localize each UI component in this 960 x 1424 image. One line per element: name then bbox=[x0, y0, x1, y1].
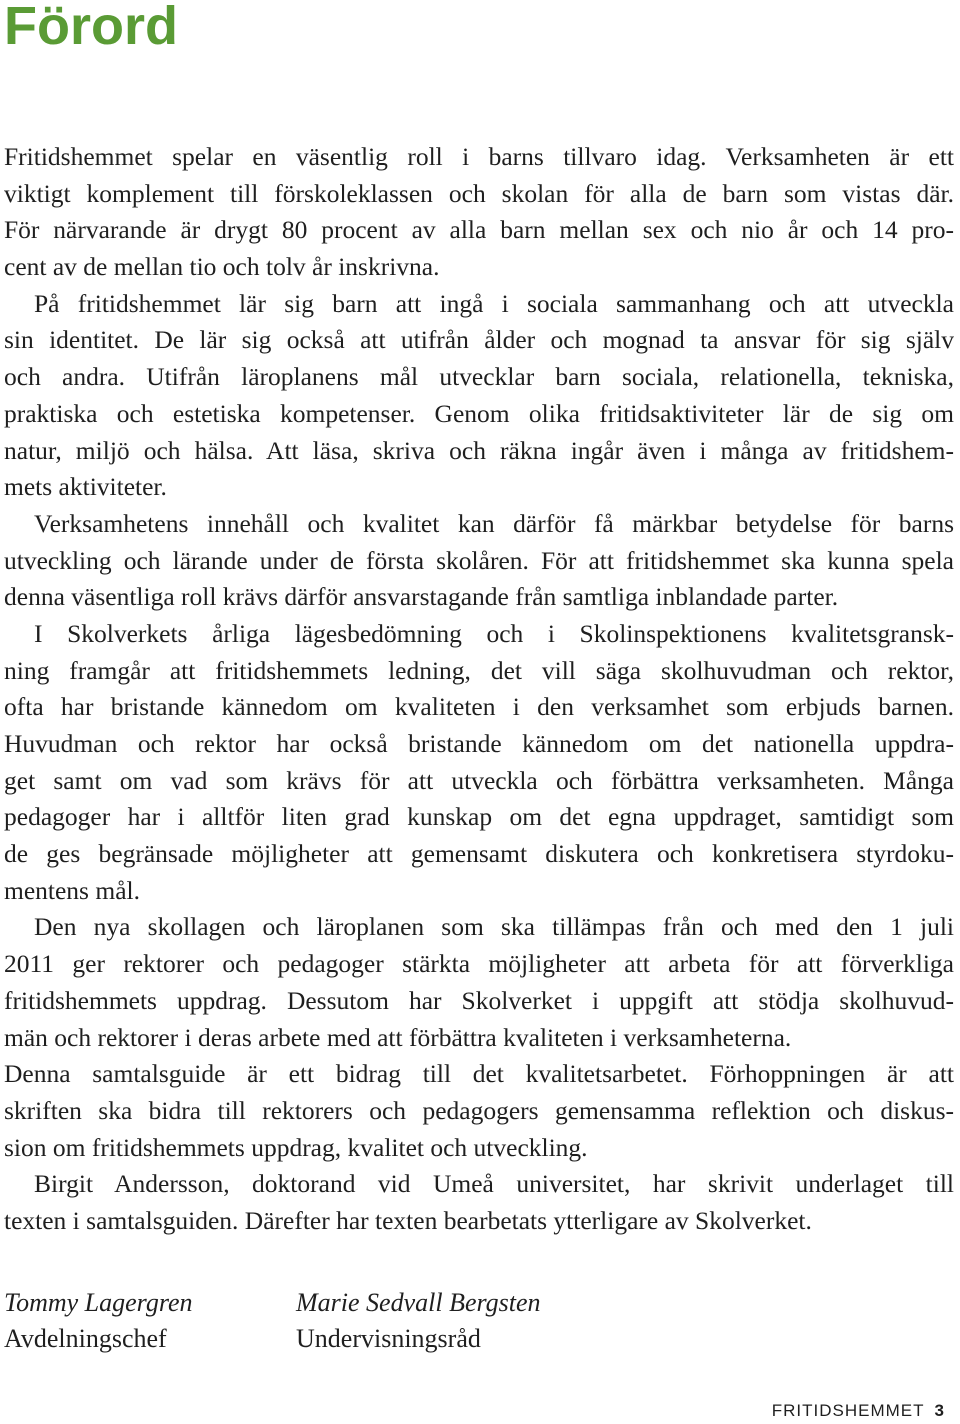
text-line: Fritidshemmet spelar en väsentlig roll i barns tillvaro idag. Verksamheten är ett bbox=[4, 142, 954, 171]
text-line: För närvarande är drygt 80 procent av alla barn mellan sex och nio år och 14 pro- bbox=[4, 215, 954, 245]
signatures bbox=[4, 1285, 904, 1365]
page-title: Förord bbox=[4, 0, 178, 56]
signature-title: Undervisningsråd bbox=[296, 1324, 481, 1353]
text-line: ning framgår att fritidshemmets ledning, det vill säga skolhuvudman och rektor, bbox=[4, 655, 954, 685]
page-number: 3 bbox=[934, 1401, 944, 1420]
text-line: Den nya skollagen och läroplanen som ska tillämpas från och med den 1 juli bbox=[34, 912, 954, 942]
text-line: sin identitet. De lär sig också att utifrån ålder och mognad ta ansvar för sig själv bbox=[4, 325, 954, 355]
text-line: texten i samtalsguiden. Därefter har texten bearbetats ytterligare av Skolverket. bbox=[4, 1205, 812, 1235]
text-line: mets aktiviteter. bbox=[4, 472, 167, 502]
text-line: På fritidshemmet lär sig barn att ingå i sociala sammanhang och att utveckla bbox=[34, 288, 954, 318]
signature-name: Tommy Lagergren bbox=[4, 1288, 193, 1317]
publication-name: FRITIDSHEMMET bbox=[771, 1401, 925, 1420]
signature-title: Avdelningschef bbox=[4, 1324, 167, 1353]
text-line: cent av de mellan tio och tolv år inskrivna. bbox=[4, 252, 440, 282]
text-line: skriften ska bidra till rektorers och pedagogers gemensamma reflektion och diskus- bbox=[4, 1095, 954, 1125]
text-line: viktigt komplement till förskoleklassen och skolan för alla de barn som vistas där. bbox=[4, 178, 954, 208]
text-line: Verksamhetens innehåll och kvalitet kan därför få märkbar betydelse för barns bbox=[34, 508, 954, 538]
text-line: pedagoger har i alltför liten grad kunskap om det egna uppdraget, samtidigt som bbox=[4, 802, 954, 832]
text-line: mentens mål. bbox=[4, 875, 140, 905]
text-line: I Skolverkets årliga lägesbedömning och i Skolinspektionens kvalitetsgransk- bbox=[34, 618, 954, 648]
signature-1 bbox=[4, 1285, 193, 1357]
signature-name: Marie Sedvall Bergsten bbox=[296, 1288, 541, 1317]
text-line: Denna samtalsguide är ett bidrag till det kvalitetsarbetet. Förhoppningen är att bbox=[4, 1059, 954, 1089]
text-line: praktiska och estetiska kompetenser. Genom olika fritidsaktiviteter lär de sig om bbox=[4, 398, 954, 428]
text-line: Birgit Andersson, doktorand vid Umeå universitet, har skrivit underlaget till bbox=[34, 1169, 954, 1199]
text-line: fritidshemmets uppdrag. Dessutom har Skolverket i uppgift att stödja skolhuvud- bbox=[4, 985, 954, 1015]
text-line: get samt om vad som krävs för att utveckla och förbättra verksamheten. Många bbox=[4, 765, 954, 795]
body-text bbox=[4, 139, 954, 1240]
text-line: ofta har bristande kännedom om kvaliteten i den verksamhet som erbjuds barnen. bbox=[4, 692, 954, 722]
text-line: Huvudman och rektor har också bristande kännedom om det nationella uppdra- bbox=[4, 729, 954, 758]
text-line: natur, miljö och hälsa. Att läsa, skriva och räkna ingår även i många av fritidshem- bbox=[4, 435, 954, 465]
page-footer bbox=[772, 1400, 944, 1422]
text-line: män och rektorer i deras arbete med att förbättra kvaliteten i verksamheterna. bbox=[4, 1022, 792, 1052]
text-line: sion om fritidshemmets uppdrag, kvalitet och utveckling. bbox=[4, 1132, 588, 1162]
text-line: de ges begränsade möjligheter att gemensamt diskutera och konkretisera styrdoku- bbox=[4, 839, 954, 869]
text-line: denna väsentliga roll krävs därför ansvarstagande från samtliga inblandade parter. bbox=[4, 582, 839, 612]
text-line: 2011 ger rektorer och pedagoger stärkta möjligheter att arbeta för att förverkliga bbox=[4, 949, 954, 979]
signature-2 bbox=[296, 1285, 541, 1357]
text-line: och andra. Utifrån läroplanens mål utvecklar barn sociala, relationella, tekniska, bbox=[4, 362, 954, 392]
text-line: utveckling och lärande under de första skolåren. För att fritidshemmet ska kunna spela bbox=[4, 545, 954, 575]
